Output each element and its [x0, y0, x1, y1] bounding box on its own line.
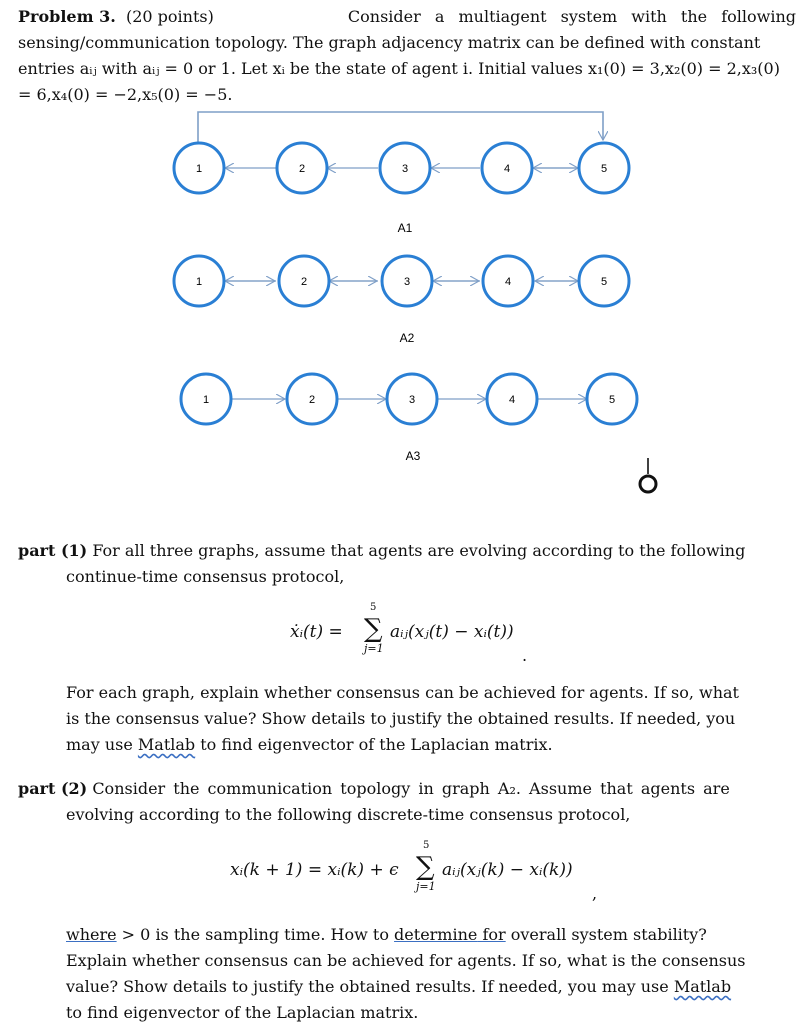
- problem-line-2: sensing/communication topology. The graph adjacency matrix can be defined with constant: [18, 33, 761, 52]
- a1-node-3-label: 3: [401, 163, 409, 175]
- part2-eq-comma: ,: [592, 884, 598, 903]
- part2-gt-zero: > 0 is the sampling time. How to: [116, 925, 395, 944]
- a3-label: A3: [405, 449, 421, 463]
- a2-node-1-label: 1: [195, 276, 203, 288]
- part1-eq-sum-top: 5: [370, 602, 377, 613]
- matlab-word-2: Matlab: [673, 977, 732, 996]
- where-word: where: [66, 925, 117, 944]
- part2-line-2: evolving according to the following discrete-time consensus protocol,: [66, 805, 631, 824]
- part1-eq-period: .: [522, 646, 528, 665]
- part1-eq-lhs: ẋᵢ(t) =: [290, 622, 343, 642]
- part2-after-line-1: [66, 922, 778, 948]
- part1-question: [66, 680, 778, 758]
- part1-eq-sigma: ∑: [364, 614, 383, 644]
- part2-eq-sigma: ∑: [416, 852, 435, 882]
- a2-node-5-label: 5: [600, 276, 608, 288]
- a2-node-4-label: 4: [504, 276, 512, 288]
- part2-eq-sum-bottom: j=1: [416, 880, 436, 893]
- part2-line-1: [18, 776, 778, 802]
- a3-node-2-label: 2: [308, 394, 316, 406]
- a1-node-2-label: 2: [298, 163, 306, 175]
- part2-after-line-4: to find eigenvector of the Laplacian matrix.: [66, 1003, 419, 1022]
- a3-node-4-label: 4: [508, 394, 516, 406]
- a1-label: A1: [397, 221, 413, 235]
- part1-after-line-1: For each graph, explain whether consensus can be achieved for agents. If so, what: [66, 683, 739, 702]
- part1-after-line3-pre: may use: [66, 735, 138, 754]
- a1-node-5-label: 5: [600, 163, 608, 175]
- part2-line1-text: Consider the communication topology in graph A₂. Assume that agents are: [92, 779, 730, 798]
- problem-label: Problem 3.: [18, 7, 116, 26]
- determine-word: determine: [394, 925, 478, 944]
- a2-node-3-label: 3: [403, 276, 411, 288]
- problem-line1-rest: Consider a multiagent system with the following: [347, 7, 796, 26]
- a1-node-4-label: 4: [503, 163, 511, 175]
- graph-a2: [174, 256, 629, 345]
- a2-label: A2: [399, 331, 415, 345]
- part2-question: [66, 922, 778, 1026]
- for-word: for: [477, 925, 506, 944]
- a3-node-1-label: 1: [202, 394, 210, 406]
- problem-line-4: = 6,x₄(0) = −2,x₅(0) = −5.: [18, 85, 233, 104]
- part1-line-1: [18, 538, 778, 564]
- part2-eq-lhs: xᵢ(k + 1) = xᵢ(k) + ϵ: [230, 860, 399, 880]
- part1-after-line-3: [66, 732, 778, 758]
- part2-after-line-2: Explain whether consensus can be achieved for agents. If so, what is the consensus: [66, 951, 746, 970]
- part1-after-line3-post: to find eigenvector of the Laplacian matrix.: [195, 735, 553, 754]
- a2-node-2-label: 2: [300, 276, 308, 288]
- a3-node-5-label: 5: [608, 394, 616, 406]
- part2-eq-sum-top: 5: [423, 840, 430, 851]
- part1-equation: [290, 602, 550, 658]
- part2-line3-pre: value? Show details to justify the obtained results. If needed, you may use: [66, 977, 674, 996]
- a1-node-1-label: 1: [195, 163, 203, 175]
- problem-line-3: entries aᵢⱼ with aᵢⱼ = 0 or 1. Let xᵢ be the state of agent i. Initial values x₁(0) = 3,x₂(0) = 2,x₃(0): [18, 59, 780, 78]
- part1-eq-sum-bottom: j=1: [364, 642, 384, 655]
- a1-edge-1-5: [198, 112, 603, 142]
- part1-after-line-2: is the consensus value? Show details to justify the obtained results. If needed, you: [66, 709, 736, 728]
- part2-after-line-3: [66, 974, 778, 1000]
- part1-intro: [18, 538, 778, 590]
- graph-a1: [174, 143, 629, 235]
- graph-a3: [181, 374, 637, 463]
- matlab-word: Matlab: [137, 735, 196, 754]
- part1-eq-rhs: aᵢⱼ(xⱼ(t) − xᵢ(t)): [390, 622, 514, 642]
- part2-rest1: overall system stability?: [505, 925, 707, 944]
- problem-points: (20 points): [125, 7, 214, 26]
- part2-label: part (2): [18, 779, 88, 798]
- stray-glyph: [640, 458, 656, 492]
- part2-eq-rhs: aᵢⱼ(xⱼ(k) − xᵢ(k)): [442, 860, 573, 880]
- part2-equation: [230, 840, 610, 896]
- part1-line1-text: For all three graphs, assume that agents are evolving according to the following: [92, 541, 746, 560]
- part1-line-2: continue-time consensus protocol,: [66, 567, 345, 586]
- a3-node-3-label: 3: [408, 394, 416, 406]
- part1-label: part (1): [18, 541, 88, 560]
- part2-intro: [18, 776, 778, 828]
